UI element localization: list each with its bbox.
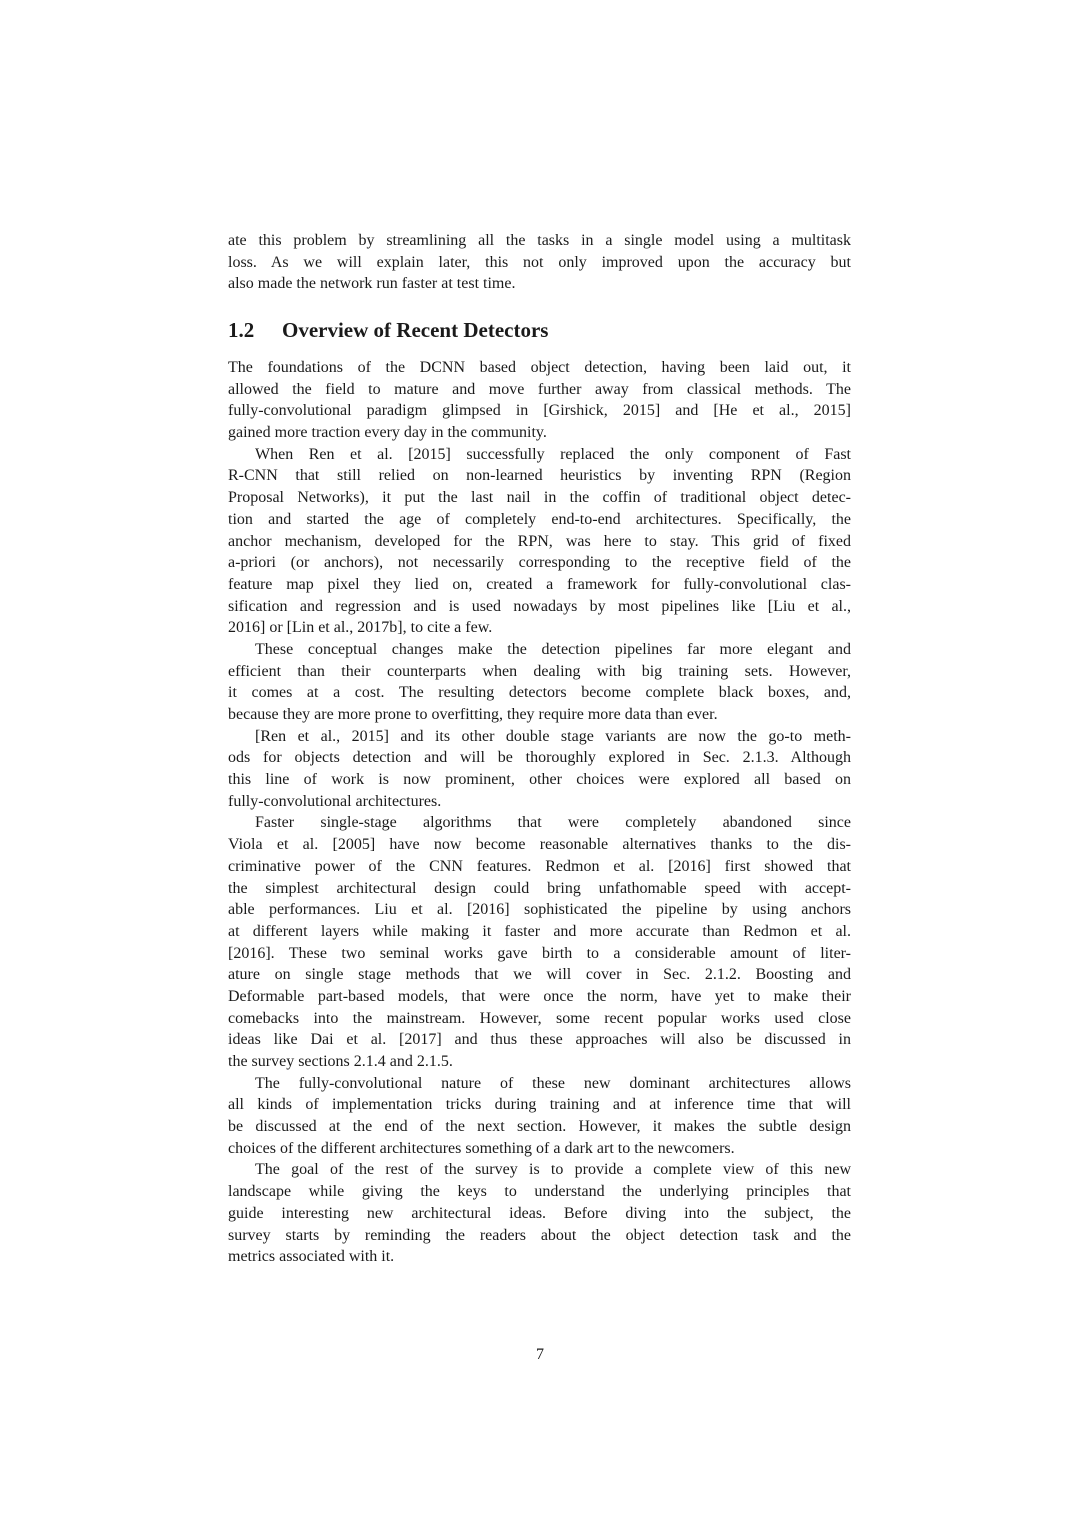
text-line: The fully-convolutional nature of these new dominant architectures allows — [255, 1074, 851, 1092]
text-line: Faster single-stage algorithms that were completely abandoned since — [255, 814, 851, 832]
section-title: Overview of Recent Detectors — [282, 318, 549, 342]
section-number: 1.2 — [228, 318, 255, 342]
text-line: Proposal Networks), it put the last nail in the coffin of traditional object detec- — [228, 489, 851, 507]
text-line: criminative power of the CNN features. Redmon et al. [2016] first showed that — [228, 857, 851, 875]
paragraph — [228, 357, 851, 444]
text-line: choices of the different architectures something of a dark art to the newcomers. — [228, 1139, 735, 1157]
text-line: R-CNN that still relied on non-learned heuristics by inventing RPN (Region — [228, 467, 851, 485]
text-line: Viola et al. [2005] have now become reasonable alternatives thanks to the dis- — [228, 836, 851, 854]
text-line: fully-convolutional architectures. — [228, 792, 442, 810]
text-line: ate this problem by streamlining all the tasks in a single model using a multitask — [228, 232, 851, 249]
text-line: a-priori (or anchors), not necessarily corresponding to the receptive field of the — [228, 554, 851, 572]
text-line: the simplest architectural design could bring unfathomable speed with accept- — [228, 879, 851, 897]
text-line: ature on single stage methods that we will cover in Sec. 2.1.2. Boosting and — [228, 966, 851, 984]
page-number: 7 — [536, 1346, 544, 1363]
text-line: These conceptual changes make the detection pipelines far more elegant and — [255, 640, 851, 658]
text-line: it comes at a cost. The resulting detectors become complete black boxes, and, — [228, 684, 851, 702]
text-line: loss. As we will explain later, this not only improved upon the accuracy but — [228, 253, 851, 271]
text-line: tion and started the age of completely end-to-end architectures. Specifically, the — [228, 510, 851, 528]
text-line: be discussed at the end of the next section. However, it makes the subtle design — [228, 1118, 851, 1136]
paragraph — [228, 812, 851, 1072]
text-line: Deformable part-based models, that were once the norm, have yet to make their — [228, 987, 851, 1005]
text-line: ods for objects detection and will be thoroughly explored in Sec. 2.1.3. Although — [228, 749, 851, 767]
section-heading — [228, 318, 548, 343]
paragraph — [228, 444, 851, 639]
text-line: at different layers while making it faster and more accurate than Redmon et al. — [228, 922, 851, 940]
text-line: 2016] or [Lin et al., 2017b], to cite a few. — [228, 619, 493, 637]
text-line: fully-convolutional paradigm glimpsed in [Girshick, 2015] and [He et al., 2015] — [228, 402, 851, 420]
paragraph — [228, 1073, 851, 1160]
text-line: ideas like Dai et al. [2017] and thus these approaches will also be discussed in — [228, 1031, 851, 1049]
text-line: sification and regression and is used nowadays by most pipelines like [Liu et al., — [228, 597, 851, 615]
paragraph — [228, 1159, 851, 1267]
text-line: comebacks into the mainstream. However, some recent popular works used close — [228, 1009, 851, 1027]
text-line: The goal of the rest of the survey is to provide a complete view of this new — [255, 1161, 851, 1179]
text-line: [Ren et al., 2015] and its other double stage variants are now the go-to meth- — [255, 727, 851, 745]
text-line: allowed the field to mature and move further away from classical methods. The — [228, 380, 851, 398]
text-line: The foundations of the DCNN based object detection, having been laid out, it — [228, 359, 851, 376]
text-line: able performances. Liu et al. [2016] sophisticated the pipeline by using anchors — [228, 901, 851, 919]
text-line: When Ren et al. [2015] successfully replaced the only component of Fast — [255, 445, 851, 463]
text-line: feature map pixel they lied on, created a framework for fully-convolutional clas- — [228, 575, 851, 593]
text-line: also made the network run faster at test time. — [228, 275, 516, 293]
text-line: anchor mechanism, developed for the RPN, was here to stay. This grid of fixed — [228, 532, 851, 550]
paragraph — [228, 639, 851, 726]
text-line: landscape while giving the keys to understand the underlying principles that — [228, 1183, 851, 1201]
text-line: survey starts by reminding the readers about the object detection task and the — [228, 1226, 851, 1244]
intro-paragraph — [228, 230, 851, 295]
paragraph — [228, 726, 851, 813]
text-line: [2016]. These two seminal works gave birth to a considerable amount of liter- — [228, 944, 851, 962]
text-line: the survey sections 2.1.4 and 2.1.5. — [228, 1053, 453, 1070]
text-line: guide interesting new architectural ideas. Before diving into the subject, the — [228, 1204, 851, 1222]
text-line: all kinds of implementation tricks during training and at inference time that will — [228, 1096, 851, 1114]
text-line: gained more traction every day in the community. — [228, 424, 547, 442]
text-line: this line of work is now prominent, other choices were explored all based on — [228, 771, 851, 789]
text-line: because they are more prone to overfitting, they require more data than ever. — [228, 706, 718, 723]
text-line: metrics associated with it. — [228, 1248, 395, 1266]
section-body — [228, 357, 851, 1268]
text-line: efficient than their counterparts when dealing with big training sets. However, — [228, 662, 851, 680]
